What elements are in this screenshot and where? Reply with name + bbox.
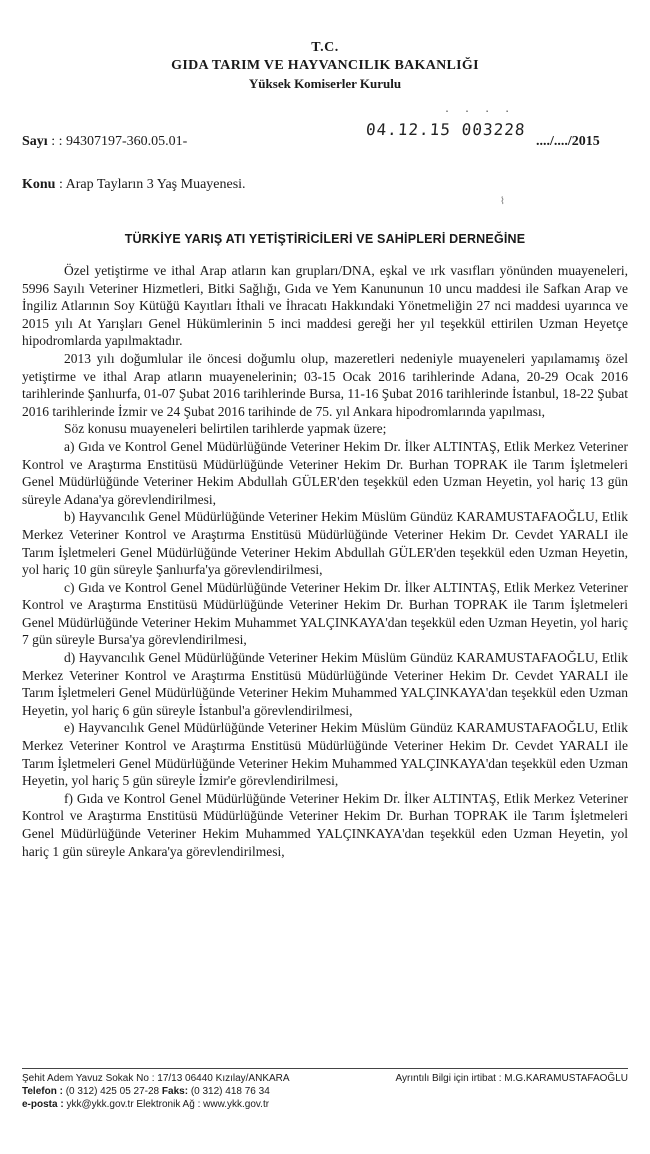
addressee: TÜRKİYE YARIŞ ATI YETİŞTİRİCİLERİ VE SAHİPLERİ DERNEĞİNE: [124, 232, 526, 246]
header-department: Yüksek Komiserler Kurulu: [248, 76, 402, 91]
header-country: T.C.: [311, 40, 339, 55]
fax-number: (0 312) 418 76 34: [190, 1086, 270, 1097]
paragraph-intro: Özel yetiştirme ve ithal Arap atların kan grupları/DNA, eşkal ve ırk vasıfları yönünden muayeneleri, 5996 Sayılı Veteriner Hizmetleri, Bitki Sağlığı, Gıda ve Yem Kanununun 10 uncu maddesi ile Safkan Arap ve İngiliz Atlarının Soy Kütüğü Kayıtları İthali ve İhracatı Hakkındaki Yönetmeliğin 27 nci maddesi uyarınca ve 2015 yılı At Yarışları Genel Hükümlerinin 5 inci maddesi gereği her yıl teşekkül ettirilen Uzman Heyetçe hipodromlarda yapılmaktadır.: [22, 263, 628, 349]
assignment-item-b: b) Hayvancılık Genel Müdürlüğünde Veteriner Hekim Müslüm Gündüz KARAMUSTAFAOĞLU, Etlik Merkez Veteriner Kontrol ve Araştırma Enstitüsü Müdürlüğünde Veteriner Hekim Dr. Cevdet YARALI ile Tarım İşletmeleri Genel Müdürlüğünde Veteriner Hekim Abdullah GÜLER'den teşekkül eden Uzman Heyetin, yol hariç 10 gün süreyle Şanlıurfa'ya görevlendirilmesi,: [22, 509, 628, 578]
footer-divider: [22, 1068, 628, 1069]
footer-contact-person: Ayrıntılı Bilgi için irtibat : M.G.KARAMUSTAFAOĞLU: [395, 1073, 628, 1084]
reference-label: Sayı: [22, 134, 48, 149]
phone-label: Telefon :: [22, 1086, 63, 1097]
subject-value: : Arap Tayların 3 Yaş Muayenesi.: [58, 177, 246, 192]
assignment-item-e: e) Hayvancılık Genel Müdürlüğünde Veteriner Hekim Müslüm Gündüz KARAMUSTAFAOĞLU, Etlik Merkez Veteriner Kontrol ve Araştırma Enstitüsü Müdürlüğünde Veteriner Hekim Dr. Cevdet YARALI ile Tarım İşletmeleri Genel Müdürlüğünde Veteriner Hekim Muhammed YALÇINKAYA'dan teşekkül eden Uzman Heyetin, yol hariç 5 gün süreyle İzmir'e görevlendirilmesi,: [22, 720, 628, 789]
footer-row-email: [22, 1098, 628, 1111]
assignment-item-a: a) Gıda ve Kontrol Genel Müdürlüğünde Veteriner Hekim Dr. İlker ALTINTAŞ, Etlik Merkez Veteriner Kontrol ve Araştırma Enstitüsü Müdürlüğünde Veteriner Hekim Dr. Burhan TOPRAK ile Tarım İşletmeleri Genel Müdürlüğünde Veteriner Hekim Abdullah GÜLER'den teşekkül eden Uzman Heyetin, yol hariç 13 gün süreyle Adana'ya görevlendirilmesi,: [22, 438, 628, 507]
email-address: ykk@ykk.gov.tr Elektronik Ağ : www.ykk.gov.tr: [66, 1099, 270, 1110]
paragraph-assignment-lead: Söz konusu muayeneleri belirtilen tarihlerde yapmak üzere;: [64, 421, 387, 437]
phone-number: (0 312) 425 05 27-28: [65, 1086, 160, 1097]
header-ministry: GIDA TARIM VE HAYVANCILIK BAKANLIĞI: [171, 58, 479, 73]
subject-label: Konu: [22, 177, 56, 192]
email-label: e-posta :: [22, 1099, 64, 1110]
footer: [22, 1072, 628, 1111]
assignment-item-d: d) Hayvancılık Genel Müdürlüğünde Veteriner Hekim Müslüm Gündüz KARAMUSTAFAOĞLU, Etlik Merkez Veteriner Kontrol ve Araştırma Enstitüsü Müdürlüğünde Veteriner Hekim Dr. Cevdet YARALI ile Tarım İşletmeleri Genel Müdürlüğünde Veteriner Hekim Muhammed YALÇINKAYA'dan teşekkül eden Uzman Heyetin, yol hariç 6 gün süreyle İstanbul'a görevlendirilmesi,: [22, 650, 628, 718]
footer-address: Şehit Adem Yavuz Sokak No : 17/13 06440 Kızılay/ANKARA: [22, 1073, 290, 1084]
assignment-item-c: c) Gıda ve Kontrol Genel Müdürlüğünde Veteriner Hekim Dr. İlker ALTINTAŞ, Etlik Merkez Veteriner Kontrol ve Araştırma Enstitüsü Müdürlüğünde Veteriner Hekim Dr. Burhan TOPRAK ile Tarım İşletmeleri Genel Müdürlüğünde Veteriner Hekim Muhammet YALÇINKAYA'dan teşekkül eden Uzman Heyetin, yol hariç 7 gün süreyle Bursa'ya görevlendirilmesi,: [22, 579, 628, 648]
registry-stamp: 04.12.15 003228: [365, 120, 527, 139]
assignment-item-f: f) Gıda ve Kontrol Genel Müdürlüğünde Veteriner Hekim Dr. İlker ALTINTAŞ, Etlik Merkez Veteriner Kontrol ve Araştırma Enstitüsü Müdürlüğünde Veteriner Hekim Dr. Burhan TOPRAK ile Tarım İşletmeleri Genel Müdürlüğünde Veteriner Hekim Muhammed YALÇINKAYA'dan teşekkül eden Uzman Heyetin, yol hariç 1 gün süreyle Ankara'ya görevlendirilmesi,: [22, 790, 628, 859]
reference-number: [22, 134, 187, 150]
handwritten-mark: ⌇: [500, 196, 505, 207]
paragraph-schedule: 2013 yılı doğumlular ile öncesi doğumlu olup, mazeretleri nedeniyle muayeneleri yapılamamış özel yetiştirme ve ithal Arap atların muayenelerinin; 03-15 Ocak 2016 tarihlerinde Adana, 20-29 Ocak 2016 tarihlerinde Şanlıurfa, 01-07 Şubat 2016 tarihlerinde Bursa, 11-16 Şubat 2016 tarihlerinde İstanbul, 18-22 Şubat 2016 tarihlerinde İzmir ve 24 Şubat 2016 tarihinde de 75. yıl Ankara hipodromlarında yapılması,: [22, 350, 628, 419]
reference-value: : : 94307197-360.05.01-: [51, 134, 188, 149]
document-date: ..../..../2015: [536, 134, 600, 149]
fax-label: Faks:: [161, 1086, 189, 1097]
letter-body: [22, 262, 628, 860]
footer-row-address: [22, 1072, 628, 1085]
stamp-ticks: . . . .: [444, 104, 515, 115]
footer-row-phone: [22, 1085, 628, 1098]
subject-line: [22, 177, 246, 193]
